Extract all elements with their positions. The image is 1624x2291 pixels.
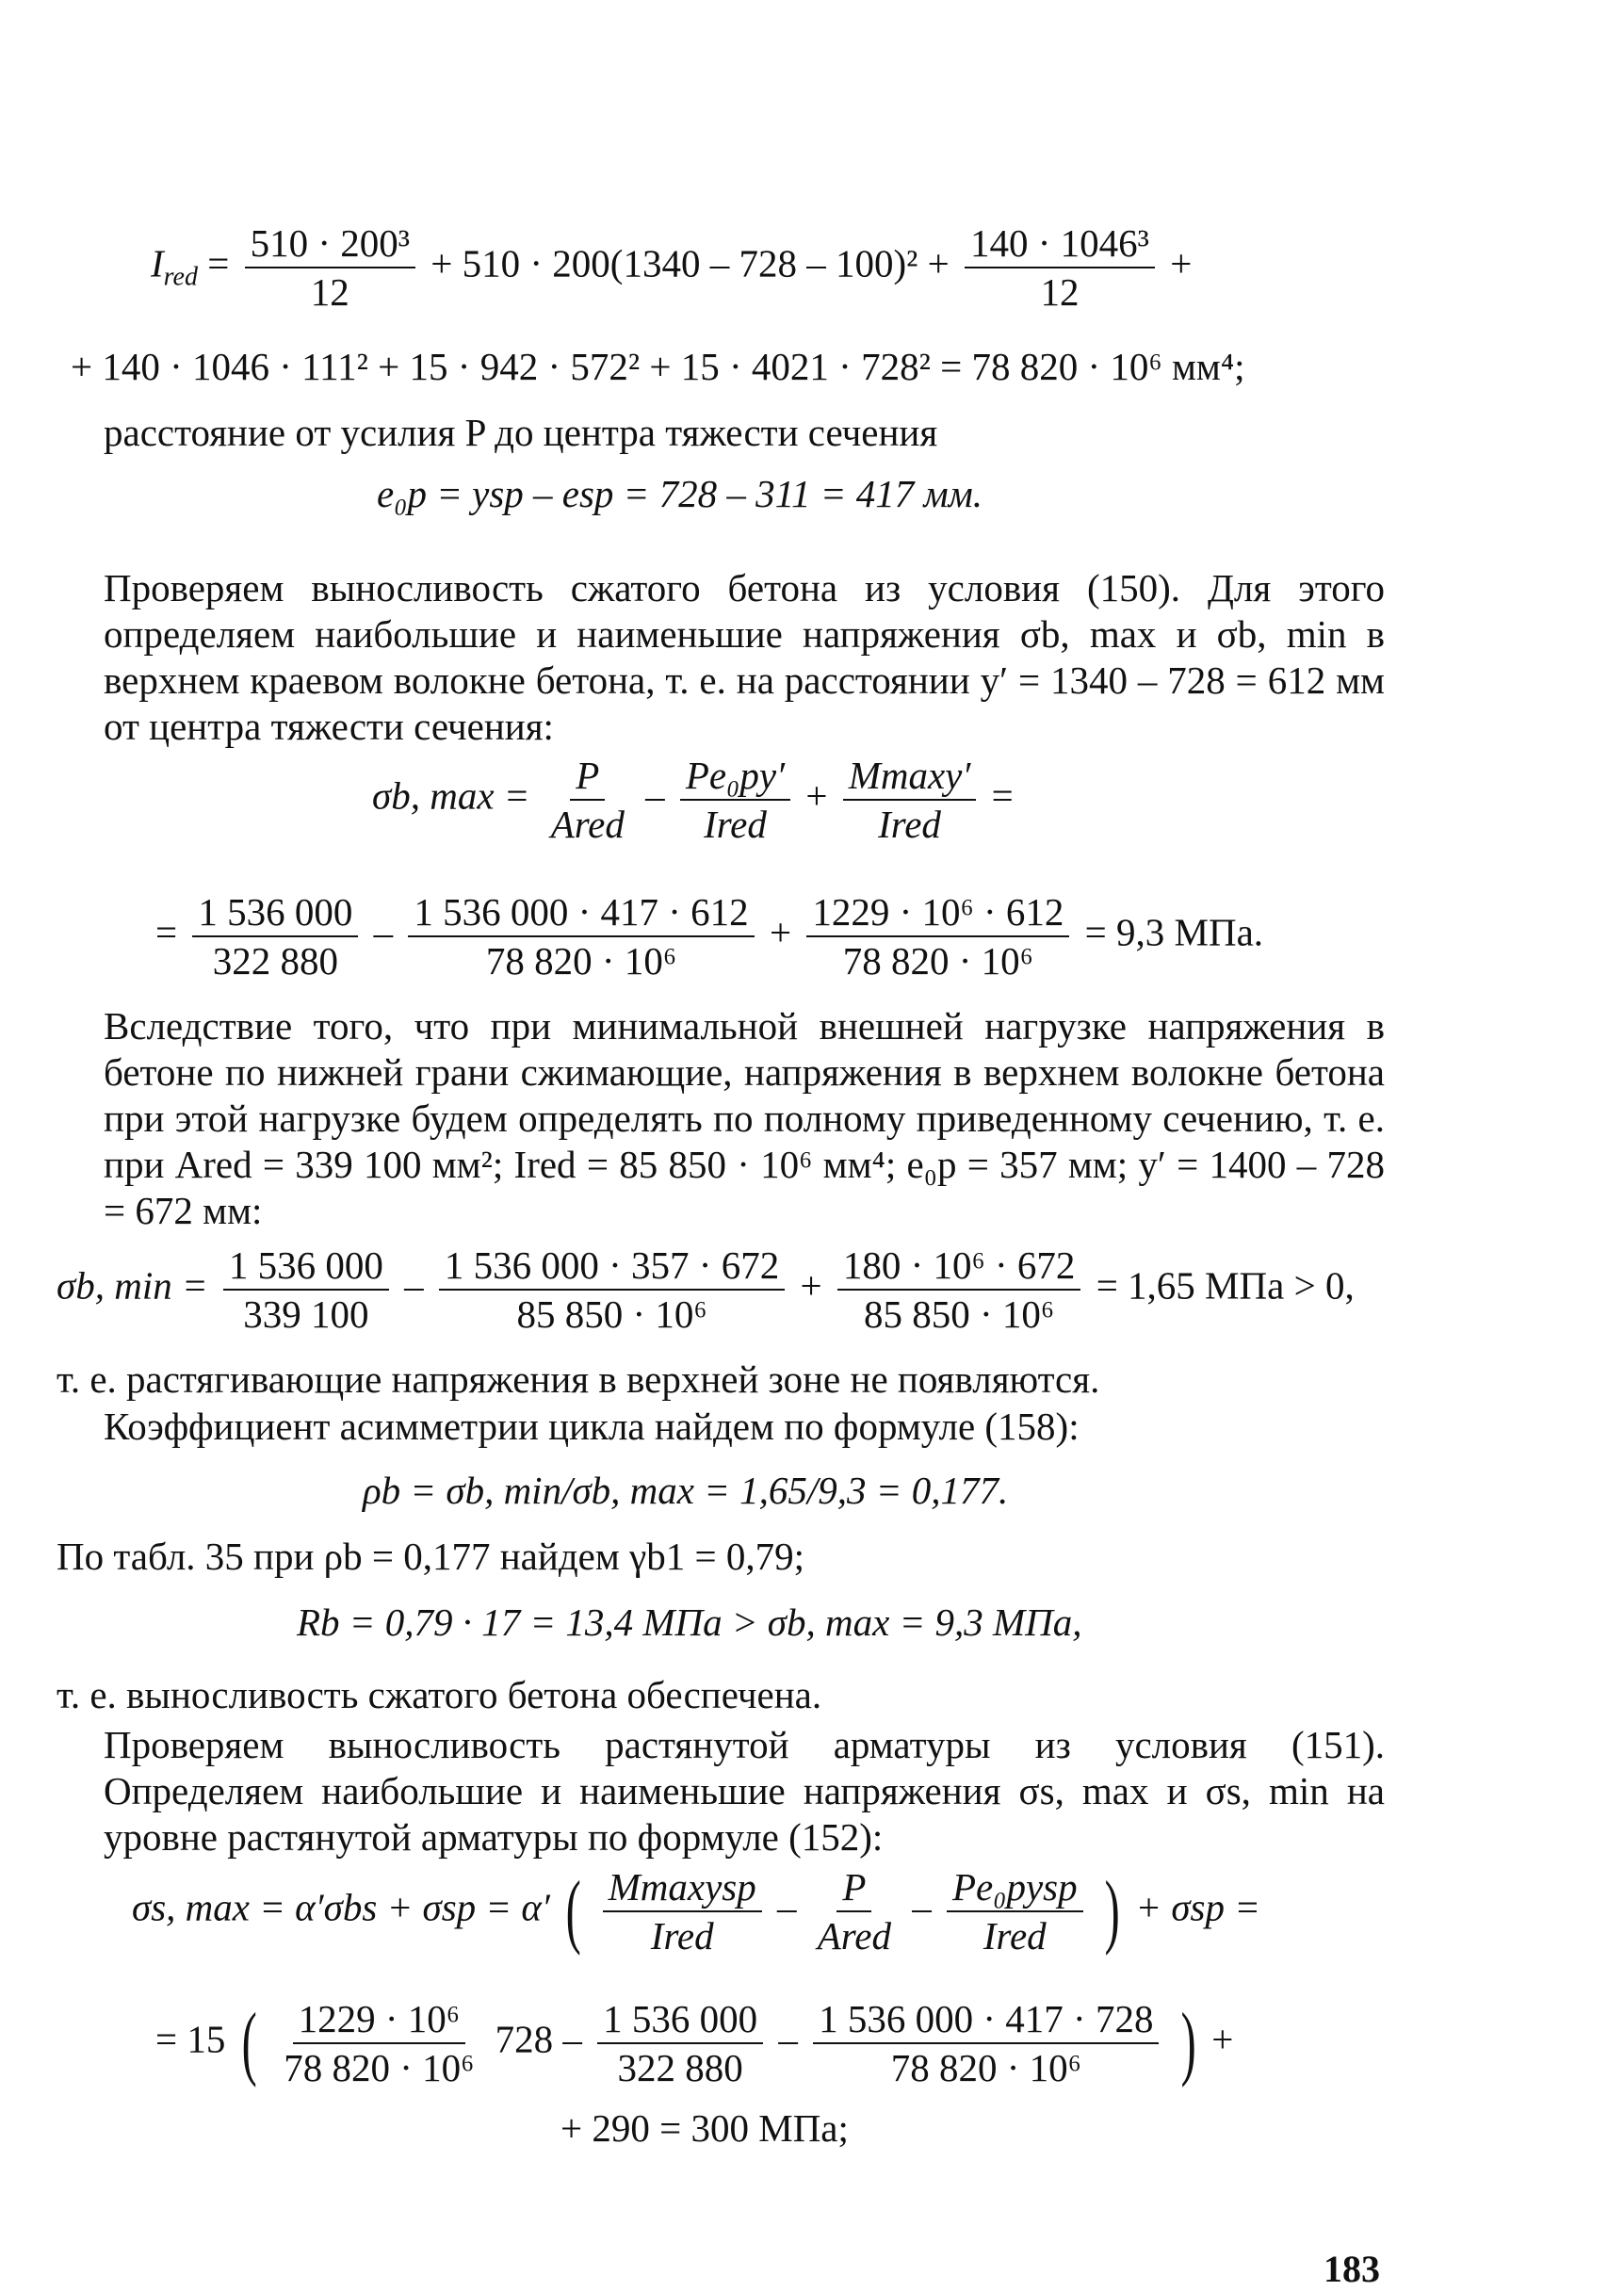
fraction-denominator: Ared — [817, 1914, 891, 1958]
fraction-numerator: 1 536 000 — [223, 1243, 389, 1291]
equation-ired — [151, 221, 1192, 314]
fraction — [813, 1997, 1159, 2089]
fraction — [812, 1865, 897, 1958]
eq-tail: + σsp = — [1135, 1885, 1260, 1929]
fraction-denominator: Ired — [650, 1914, 714, 1958]
fraction-denominator: 78 820 · 10⁶ — [842, 939, 1033, 983]
fraction-denominator: 339 100 — [243, 1292, 369, 1336]
text-line: Коэффициент асимметрии цикла найдем по формуле (158): — [104, 1405, 1080, 1448]
page-number: 183 — [1324, 2248, 1380, 2290]
fraction — [680, 754, 790, 846]
fraction — [545, 754, 630, 846]
fraction-numerator: 1 536 000 · 417 · 728 — [813, 1997, 1159, 2044]
eq-tail: + — [1211, 2017, 1234, 2061]
fraction-numerator: P — [836, 1865, 871, 1912]
right-paren: ) — [1104, 1865, 1120, 1957]
plus-sign: + — [805, 773, 828, 818]
equation-sigma-s-max — [132, 1865, 1260, 1958]
fraction-denominator: 12 — [310, 270, 349, 314]
fraction — [837, 1243, 1081, 1336]
fraction — [408, 890, 754, 983]
fraction-denominator: Ared — [550, 803, 625, 846]
fraction-numerator: 1229 · 10⁶ · 612 — [806, 890, 1069, 937]
fraction-numerator: 1 536 000 — [597, 1997, 763, 2044]
fraction-denominator: 322 880 — [212, 939, 338, 983]
paragraph: Вследствие того, что при минимальной внешней нагрузке напряжения в бетоне по нижней грани сжимающие, напряжения в верхнем волокне бетона при этой нагрузке будем определять по полному приведенному сечению, т. е. при Ared = 339 100 мм²; Ired = 85 850 · 10⁶ мм⁴; e₀p = 357 мм; y′ = 1400 – 728 = 672 мм: — [104, 1004, 1385, 1232]
minus-sign: – — [404, 1263, 424, 1308]
fraction-denominator: 78 820 · 10⁶ — [485, 939, 677, 983]
fraction — [192, 890, 358, 983]
fraction-numerator: 1 536 000 · 357 · 672 — [439, 1243, 785, 1291]
eq-result: = 9,3 МПа. — [1084, 910, 1264, 954]
eq-lhs: σb, max = — [372, 773, 530, 818]
fraction — [439, 1243, 785, 1336]
fraction-numerator: Mmaxysp — [603, 1865, 762, 1912]
minus-sign: – — [373, 910, 394, 954]
eq-tail: + — [1170, 241, 1193, 285]
fraction-numerator: Pe₀pysp — [947, 1865, 1083, 1912]
eq-lhs-sub: red — [163, 262, 198, 292]
text-line: расстояние от усилия P до центра тяжести сечения — [104, 411, 938, 454]
fraction-numerator: 1 536 000 · 417 · 612 — [408, 890, 754, 937]
fraction-numerator: Pe₀py′ — [680, 754, 790, 801]
fraction-numerator: 180 · 10⁶ · 672 — [837, 1243, 1081, 1291]
fraction-numerator: Mmaxy′ — [843, 754, 977, 801]
eq-sign: = — [991, 773, 1014, 818]
equation-sigma-b-min — [57, 1243, 1355, 1336]
fraction — [843, 754, 977, 846]
fraction-denominator: Ired — [983, 1914, 1047, 1958]
fraction-numerator: P — [570, 754, 605, 801]
equation-rho: ρb = σb, min/σb, max = 1,65/9,3 = 0,177. — [363, 1469, 1009, 1512]
equation-rb: Rb = 0,79 · 17 = 13,4 МПа > σb, max = 9,3 МПа, — [297, 1600, 1082, 1644]
minus-sign: – — [912, 1885, 932, 1929]
eq-middle: + 510 · 200(1340 – 728 – 100)² + — [430, 241, 950, 285]
left-paren: ( — [565, 1865, 581, 1957]
fraction-numerator: 1229 · 10⁶ — [293, 1997, 465, 2044]
text-line: т. е. растягивающие напряжения в верхней зоне не появляются. — [57, 1357, 1100, 1401]
fraction-denominator: 78 820 · 10⁶ — [284, 2046, 475, 2089]
plus-sign: + — [769, 910, 792, 954]
eq-lhs: σb, min = — [57, 1263, 208, 1308]
minus-sign: – — [778, 2017, 798, 2061]
equation-sigma-b-max — [372, 754, 1014, 846]
paragraph: Проверяем выносливость сжатого бетона из условия (150). Для этого определяем наибольшие и наименьшие напряжения σb, max и σb, min в верхнем краевом волокне бетона, т. е. на расстоянии y′ = 1340 – 728 = 612 мм от центра тяжести сечения: — [104, 566, 1385, 748]
fraction-denominator: 85 850 · 10⁶ — [516, 1292, 707, 1336]
eq-sign: = — [207, 241, 230, 285]
fraction — [278, 1997, 479, 2089]
fraction-numerator: 1 536 000 — [192, 890, 358, 937]
right-paren: ) — [1180, 1997, 1196, 2088]
fraction — [603, 1865, 762, 1958]
text-line: т. е. выносливость сжатого бетона обеспечена. — [57, 1673, 822, 1716]
fraction — [806, 890, 1069, 983]
fraction — [965, 221, 1155, 314]
fraction — [245, 221, 415, 314]
equation-ired-continued: + 140 · 1046 · 111² + 15 · 942 · 572² + 15 · 4021 · 728² = 78 820 · 10⁶ мм⁴; — [71, 345, 1245, 388]
fraction-denominator: 85 850 · 10⁶ — [864, 1292, 1055, 1336]
eq-lhs: σs, max = α′σbs + σsp = α′ — [132, 1885, 550, 1929]
fraction — [223, 1243, 389, 1336]
fraction-denominator: 78 820 · 10⁶ — [890, 2046, 1081, 2089]
eq-result: = 1,65 МПа > 0, — [1096, 1263, 1355, 1308]
eq-lhs: I — [151, 241, 164, 285]
fraction-numerator: 510 · 200³ — [245, 221, 415, 268]
eq-sign: = — [155, 910, 178, 954]
equation-eop: e₀p = ysp – esp = 728 – 311 = 417 мм. — [377, 472, 983, 515]
paragraph: Проверяем выносливость растянутой арматуры из условия (151). Определяем наибольшие и наименьшие напряжения σs, max и σs, min на уровне растянутой арматуры по формуле (152): — [104, 1723, 1385, 1859]
minus-sign: – — [777, 1885, 797, 1929]
eq-mult: 728 – — [495, 2017, 582, 2061]
fraction-numerator: 140 · 1046³ — [965, 221, 1155, 268]
minus-sign: – — [645, 773, 665, 818]
fraction — [947, 1865, 1083, 1958]
fraction-denominator: Ired — [704, 803, 767, 846]
plus-sign: + — [800, 1263, 822, 1308]
equation-sigma-s-max-numeric — [155, 1997, 1233, 2089]
fraction-denominator: Ired — [878, 803, 941, 846]
eq-lhs: = 15 — [155, 2017, 226, 2061]
text-line: По табл. 35 при ρb = 0,177 найдем γb1 = 0,79; — [57, 1535, 804, 1578]
fraction — [597, 1997, 763, 2089]
equation-final: + 290 = 300 МПа; — [560, 2106, 849, 2150]
equation-sigma-b-max-numeric — [155, 890, 1263, 983]
fraction-denominator: 322 880 — [617, 2046, 743, 2089]
fraction-denominator: 12 — [1040, 270, 1080, 314]
left-paren: ( — [241, 1997, 257, 2088]
